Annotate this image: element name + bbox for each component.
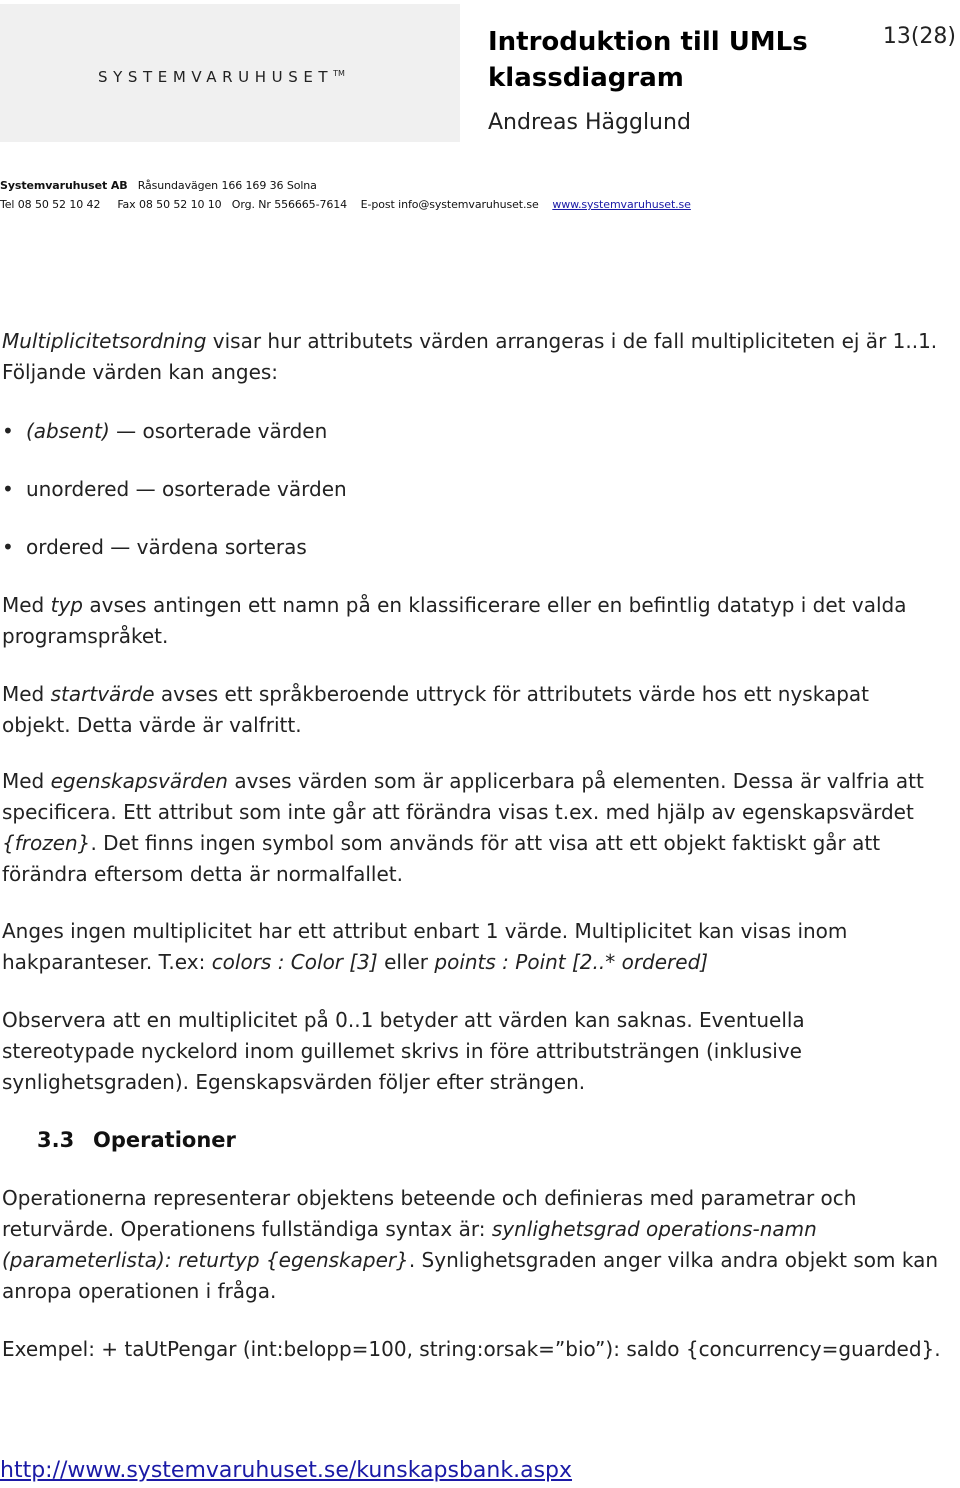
document-title: Introduktion till UMLs klassdiagram: [488, 27, 808, 93]
fax: Fax 08 50 52 10 10: [117, 198, 222, 211]
list-item: • ordered — värdena sorteras: [2, 532, 942, 563]
paragraph-property-values: Med egenskapsvärden avses värden som är applicerbara på elementen. Dessa är valfria att specificera. Ett attribut som inte går att förändra visas t.ex. med hjälp av egenskapsvärdet {frozen}. Det finns ingen symbol som används för att visa att ett objekt faktiskt går att förändra eftersom detta är normalfallet.: [2, 769, 924, 886]
contact-line-1: [0, 179, 317, 192]
phone: Tel 08 50 52 10 42: [0, 198, 101, 211]
logo-area: [0, 4, 460, 142]
paragraph-multiplicity: Anges ingen multiplicitet har ett attribut enbart 1 värde. Multiplicitet kan visas inom hakparanteser. T.ex: colors : Color [3] eller points : Point [2..* ordered]: [2, 919, 848, 974]
footer-link[interactable]: http://www.systemvaruhuset.se/kunskapsbank.aspx: [0, 1458, 573, 1483]
org-number: Org. Nr 556665-7614: [231, 198, 348, 211]
email: E-post info@systemvaruhuset.se: [360, 198, 539, 211]
paragraph-multiplicity-order: Multiplicitetsordning visar hur attributets värden arrangeras i de fall multipliciteten ej är 1..1. Följande värden kan anges:: [2, 329, 938, 384]
company-name: Systemvaruhuset AB: [0, 179, 128, 192]
document-author: Andreas Hägglund: [488, 110, 691, 135]
paragraph-operations: Operationerna representerar objektens beteende och definieras med parametrar och returvärde. Operationens fullständiga syntax är: synlighetsgrad operations-namn (parameterlista): returtyp {egenskaper}. Synlighetsgraden anger vilka andra objekt som kan anropa operationen i fråga.: [2, 1186, 939, 1303]
list-item: • unordered — osorterade värden: [2, 474, 942, 505]
website-link[interactable]: www.systemvaruhuset.se: [552, 198, 691, 211]
contact-line-2: [0, 198, 691, 211]
paragraph-example: Exempel: + taUtPengar (int:belopp=100, string:orsak=”bio”): saldo {concurrency=guarded}.: [2, 1337, 941, 1361]
company-logo: SYSTEMVARUHUSET™: [98, 68, 345, 86]
paragraph-start-value: Med startvärde avses ett språkberoende uttryck för attributets värde hos ett nyskapat objekt. Detta värde är valfritt.: [2, 682, 869, 737]
page-number: 13(28): [882, 24, 956, 49]
section-heading: 3.3 Operationer: [37, 1128, 236, 1152]
list-item: • (absent) — osorterade värden: [2, 416, 942, 447]
paragraph-type: Med typ avses antingen ett namn på en klassificerare eller en befintlig datatyp i det valda programspråket.: [2, 593, 907, 648]
paragraph-observe: Observera att en multiplicitet på 0..1 betyder att värden kan saknas. Eventuella stereotypade nyckelord inom guillemet skrivs in före attributsträngen (inklusive synlighetsgraden). Egenskapsvärden följer efter strängen.: [2, 1008, 805, 1094]
company-address: Råsundavägen 166 169 36 Solna: [137, 179, 317, 192]
page-content: [2, 326, 942, 1365]
